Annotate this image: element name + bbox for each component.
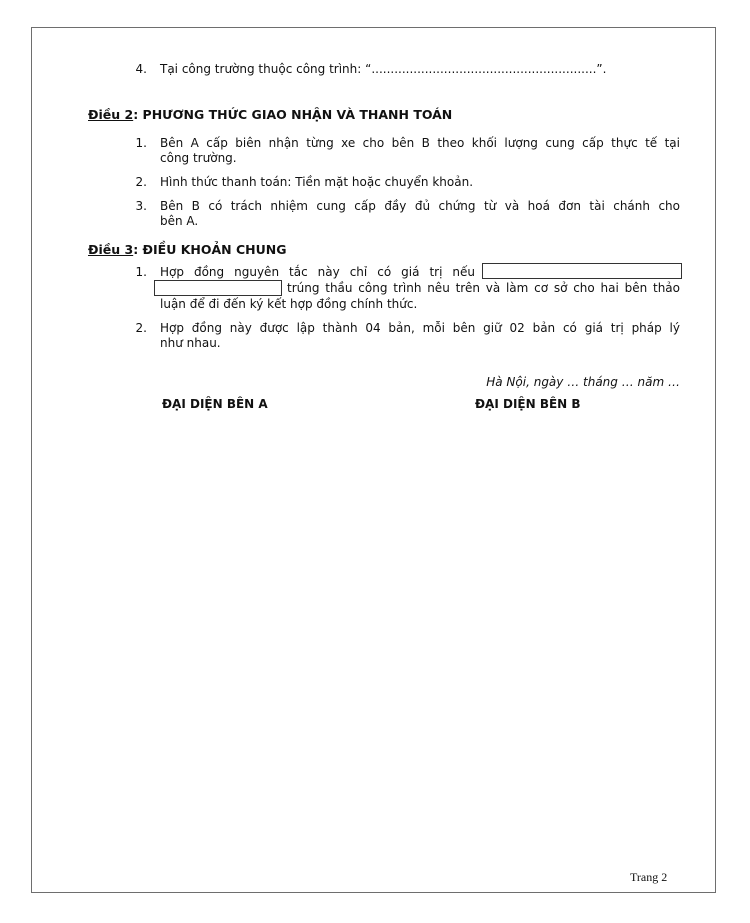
- item-number: 4.: [135, 62, 147, 76]
- redaction-box: [154, 280, 282, 296]
- article-2-item-3-number: 3.: [135, 199, 147, 213]
- article-2-item-1-number: 1.: [135, 136, 147, 150]
- page-number: Trang 2: [630, 870, 668, 884]
- article-3-title: ĐIỀU KHOẢN CHUNG: [138, 242, 287, 257]
- place-date: Hà Nội, ngày … tháng … năm …: [486, 375, 680, 389]
- article-2-label: Điều 2: [88, 107, 134, 122]
- article-2-item-2-number: 2.: [135, 175, 147, 189]
- article-2-item-1-line-1: Bên A cấp biên nhận từng xe cho bên B theo khối lượng cung cấp thực tế tại: [160, 136, 680, 150]
- article-3-label: Điều 3: [88, 242, 134, 257]
- article-3-item-2-number: 2.: [135, 321, 147, 335]
- article-2-item-1-line-2: công trường.: [160, 151, 237, 165]
- article-3-item-1-line-2: trúng thầu công trình nêu trên và làm cơ sở cho hai bên thảo: [287, 281, 680, 295]
- redaction-box: [482, 263, 682, 279]
- article-3-item-2-line-2: như nhau.: [160, 336, 221, 350]
- signature-b-label: ĐẠI DIỆN BÊN B: [475, 397, 581, 411]
- article-3-heading: [88, 242, 286, 257]
- signature-a-label: ĐẠI DIỆN BÊN A: [162, 397, 268, 411]
- article-2-colon: :: [133, 107, 139, 122]
- article-3-item-2-line-1: Hợp đồng này được lập thành 04 bản, mỗi bên giữ 02 bản có giá trị pháp lý: [160, 321, 680, 335]
- item-4-text: Tại công trường thuộc công trình: “...........................................................”.: [160, 62, 607, 76]
- document-page: [31, 27, 716, 893]
- article-3-colon: :: [133, 242, 139, 257]
- article-2-item-3-line-1: Bên B có trách nhiệm cung cấp đầy đủ chứng từ và hoá đơn tài chánh cho: [160, 199, 680, 213]
- article-3-item-1-line-1: Hợp đồng nguyên tắc này chỉ có giá trị nếu: [160, 265, 475, 279]
- article-2-title: PHƯƠNG THỨC GIAO NHẬN VÀ THANH TOÁN: [138, 107, 453, 122]
- article-2-item-3-line-2: bên A.: [160, 214, 199, 228]
- article-2-heading: [88, 107, 452, 122]
- article-3-item-1-number: 1.: [135, 265, 147, 279]
- article-2-item-2-line-1: Hình thức thanh toán: Tiền mặt hoặc chuyển khoản.: [160, 175, 474, 189]
- article-3-item-1-line-3: luận để đi đến ký kết hợp đồng chính thức.: [160, 297, 418, 311]
